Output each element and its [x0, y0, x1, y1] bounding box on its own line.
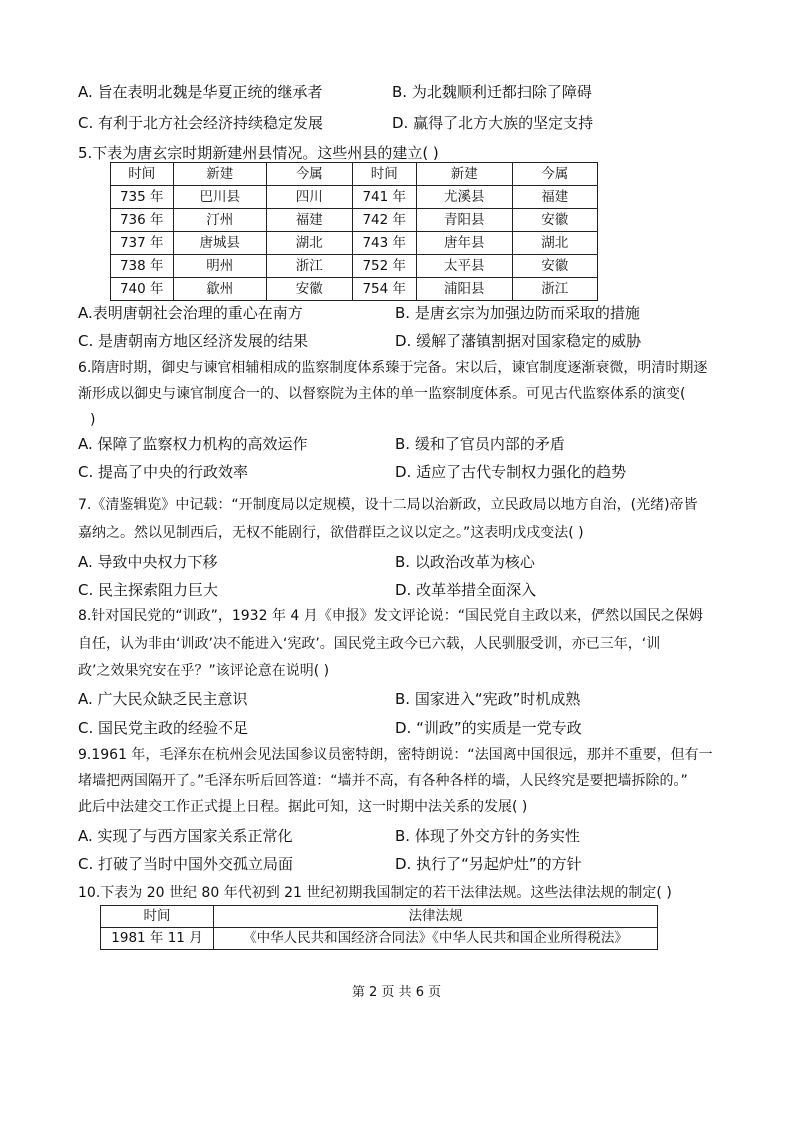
- q7-option-a: A. 导致中央权力下移: [78, 553, 218, 571]
- q7-stem-line2: 嘉纳之。然以见制西后，无权不能剧行，欲借群臣之议以定之。”这表明戊戌变法( ): [78, 525, 584, 541]
- table-cell: 福建: [267, 209, 352, 232]
- q8-stem-line2: 自任，认为非由‘训政’决不能进入‘宪政’。国民党主政今已六载，人民驯服受训，亦已三年，‘训: [78, 636, 661, 652]
- table-cell: 湖北: [512, 232, 598, 255]
- table-row: [111, 232, 598, 255]
- table-cell: 尤溪县: [416, 186, 512, 209]
- q5-option-d: D. 缓解了藩镇割据对国家稳定的威胁: [395, 332, 642, 350]
- table-cell: 浙江: [267, 255, 352, 278]
- table-header-cell: 今属: [512, 163, 598, 186]
- table-cell: 742 年: [352, 209, 416, 232]
- q9-option-b: B. 体现了外交方针的务实性: [395, 827, 580, 845]
- q6-stem-line3: ): [90, 412, 96, 428]
- q10-stem: 10.下表为 20 世纪 80 年代初到 21 世纪初期我国制定的若干法律法规。这些法律法规的制定( ): [78, 885, 672, 901]
- table-cell: 巴川县: [173, 186, 267, 209]
- table-cell: 唐城县: [173, 232, 267, 255]
- table-cell: 738 年: [111, 255, 174, 278]
- table-cell: 736 年: [111, 209, 174, 232]
- q6-stem-line1: 6.隋唐时期，御史与谏官相辅相成的监察制度体系臻于完备。宋以后，谏官制度逐渐衰微，明清时期逐: [78, 360, 708, 376]
- q6-option-a: A. 保障了监察权力机构的高效运作: [78, 435, 308, 453]
- table-row: [111, 255, 598, 278]
- table-header-cell: 法律法规: [214, 906, 658, 928]
- q4-option-a: A. 旨在表明北魏是华夏正统的继承者: [78, 83, 323, 101]
- table-cell: 743 年: [352, 232, 416, 255]
- q7-option-b: B. 以政治改革为核心: [395, 553, 535, 571]
- q5-option-b: B. 是唐玄宗为加强边防而采取的措施: [395, 304, 640, 322]
- q8-stem-line1: 8.针对国民党的“训政”，1932 年 4 月《申报》发文评论说：“国民党自主政以来，俨然以国民之保姆: [78, 608, 704, 624]
- table-cell: 740 年: [111, 278, 174, 301]
- table-cell: 歙州: [173, 278, 267, 301]
- table-row: [111, 278, 598, 301]
- q10-table: [100, 905, 658, 950]
- q6-option-d: D. 适应了古代专制权力强化的趋势: [395, 463, 627, 481]
- q8-option-b: B. 国家进入“宪政”时机成熟: [395, 690, 581, 708]
- table-cell: 浦阳县: [416, 278, 512, 301]
- table-cell: 明州: [173, 255, 267, 278]
- q9-stem-line1: 9.1961 年，毛泽东在杭州会见法国参议员密特朗，密特朗说：“法国离中国很远，那并不重要，但有一: [78, 747, 713, 763]
- table-header-cell: 今属: [267, 163, 352, 186]
- table-cell: 安徽: [512, 209, 598, 232]
- q4-option-b: B. 为北魏顺利迁都扫除了障碍: [392, 83, 592, 101]
- q7-stem-line1: 7.《清鉴辑览》中记载：“开制度局以定规模，设十二局以治新政，立民政局以地方自治，(光绪)帝皆: [78, 497, 698, 513]
- page-number-footer: 第 2 页 共 6 页: [351, 985, 442, 1000]
- table-cell: 安徽: [267, 278, 352, 301]
- q8-option-a: A. 广大民众缺乏民主意识: [78, 690, 248, 708]
- q7-option-c: C. 民主探索阻力巨大: [78, 581, 219, 599]
- table-header-row: [111, 163, 598, 186]
- table-header-row: [101, 906, 658, 928]
- table-cell: 735 年: [111, 186, 174, 209]
- q9-option-d: D. 执行了“另起炉灶”的方针: [395, 855, 582, 873]
- q9-stem-line2: 堵墙把两国隔开了。”毛泽东听后回答道：“墙并不高，有各种各样的墙，人民终究是要把墙拆除的。”: [78, 773, 688, 789]
- q6-option-b: B. 缓和了官员内部的矛盾: [395, 435, 565, 453]
- q6-stem-line2: 渐形成以御史与谏官制度合一的、以督察院为主体的单一监察制度体系。可见古代监察体系的演变(: [78, 386, 686, 402]
- table-cell: 四川: [267, 186, 352, 209]
- table-row: [111, 209, 598, 232]
- table-cell: 1981 年 11 月: [101, 928, 214, 950]
- table-cell: 太平县: [416, 255, 512, 278]
- table-cell: 湖北: [267, 232, 352, 255]
- q5-table: [110, 162, 598, 301]
- q5-option-a: A.表明唐朝社会治理的重心在南方: [78, 304, 303, 322]
- table-cell: 汀州: [173, 209, 267, 232]
- table-cell: 《中华人民共和国经济合同法》《中华人民共和国企业所得税法》: [214, 928, 658, 950]
- table-cell: 741 年: [352, 186, 416, 209]
- q9-stem-line3: 此后中法建交工作正式提上日程。据此可知，这一时期中法关系的发展( ): [78, 799, 528, 815]
- q8-option-d: D. “训政”的实质是一党专政: [395, 719, 582, 737]
- table-header-cell: 时间: [111, 163, 174, 186]
- table-header-cell: 新建: [173, 163, 267, 186]
- q8-option-c: C. 国民党主政的经验不足: [78, 719, 249, 737]
- table-header-cell: 时间: [101, 906, 214, 928]
- table-cell: 752 年: [352, 255, 416, 278]
- q5-stem: 5.下表为唐玄宗时期新建州县情况。这些州县的建立( ): [78, 144, 439, 162]
- table-row: [111, 186, 598, 209]
- q7-option-d: D. 改革举措全面深入: [395, 581, 537, 599]
- q5-option-c: C. 是唐朝南方地区经济发展的结果: [78, 332, 309, 350]
- table-cell: 浙江: [512, 278, 598, 301]
- table-cell: 737 年: [111, 232, 174, 255]
- q6-option-c: C. 提高了中央的行政效率: [78, 463, 249, 481]
- table-row: [101, 928, 658, 950]
- table-cell: 安徽: [512, 255, 598, 278]
- q4-option-d: D. 赢得了北方大族的坚定支持: [392, 114, 594, 132]
- q8-stem-line3: 政’之效果究安在乎？”该评论意在说明( ): [78, 663, 330, 679]
- table-cell: 754 年: [352, 278, 416, 301]
- table-cell: 福建: [512, 186, 598, 209]
- q9-option-a: A. 实现了与西方国家关系正常化: [78, 827, 293, 845]
- q4-option-c: C. 有利于北方社会经济持续稳定发展: [78, 114, 324, 132]
- table-header-cell: 新建: [416, 163, 512, 186]
- q9-option-c: C. 打破了当时中国外交孤立局面: [78, 855, 294, 873]
- table-cell: 青阳县: [416, 209, 512, 232]
- table-header-cell: 时间: [352, 163, 416, 186]
- table-cell: 唐年县: [416, 232, 512, 255]
